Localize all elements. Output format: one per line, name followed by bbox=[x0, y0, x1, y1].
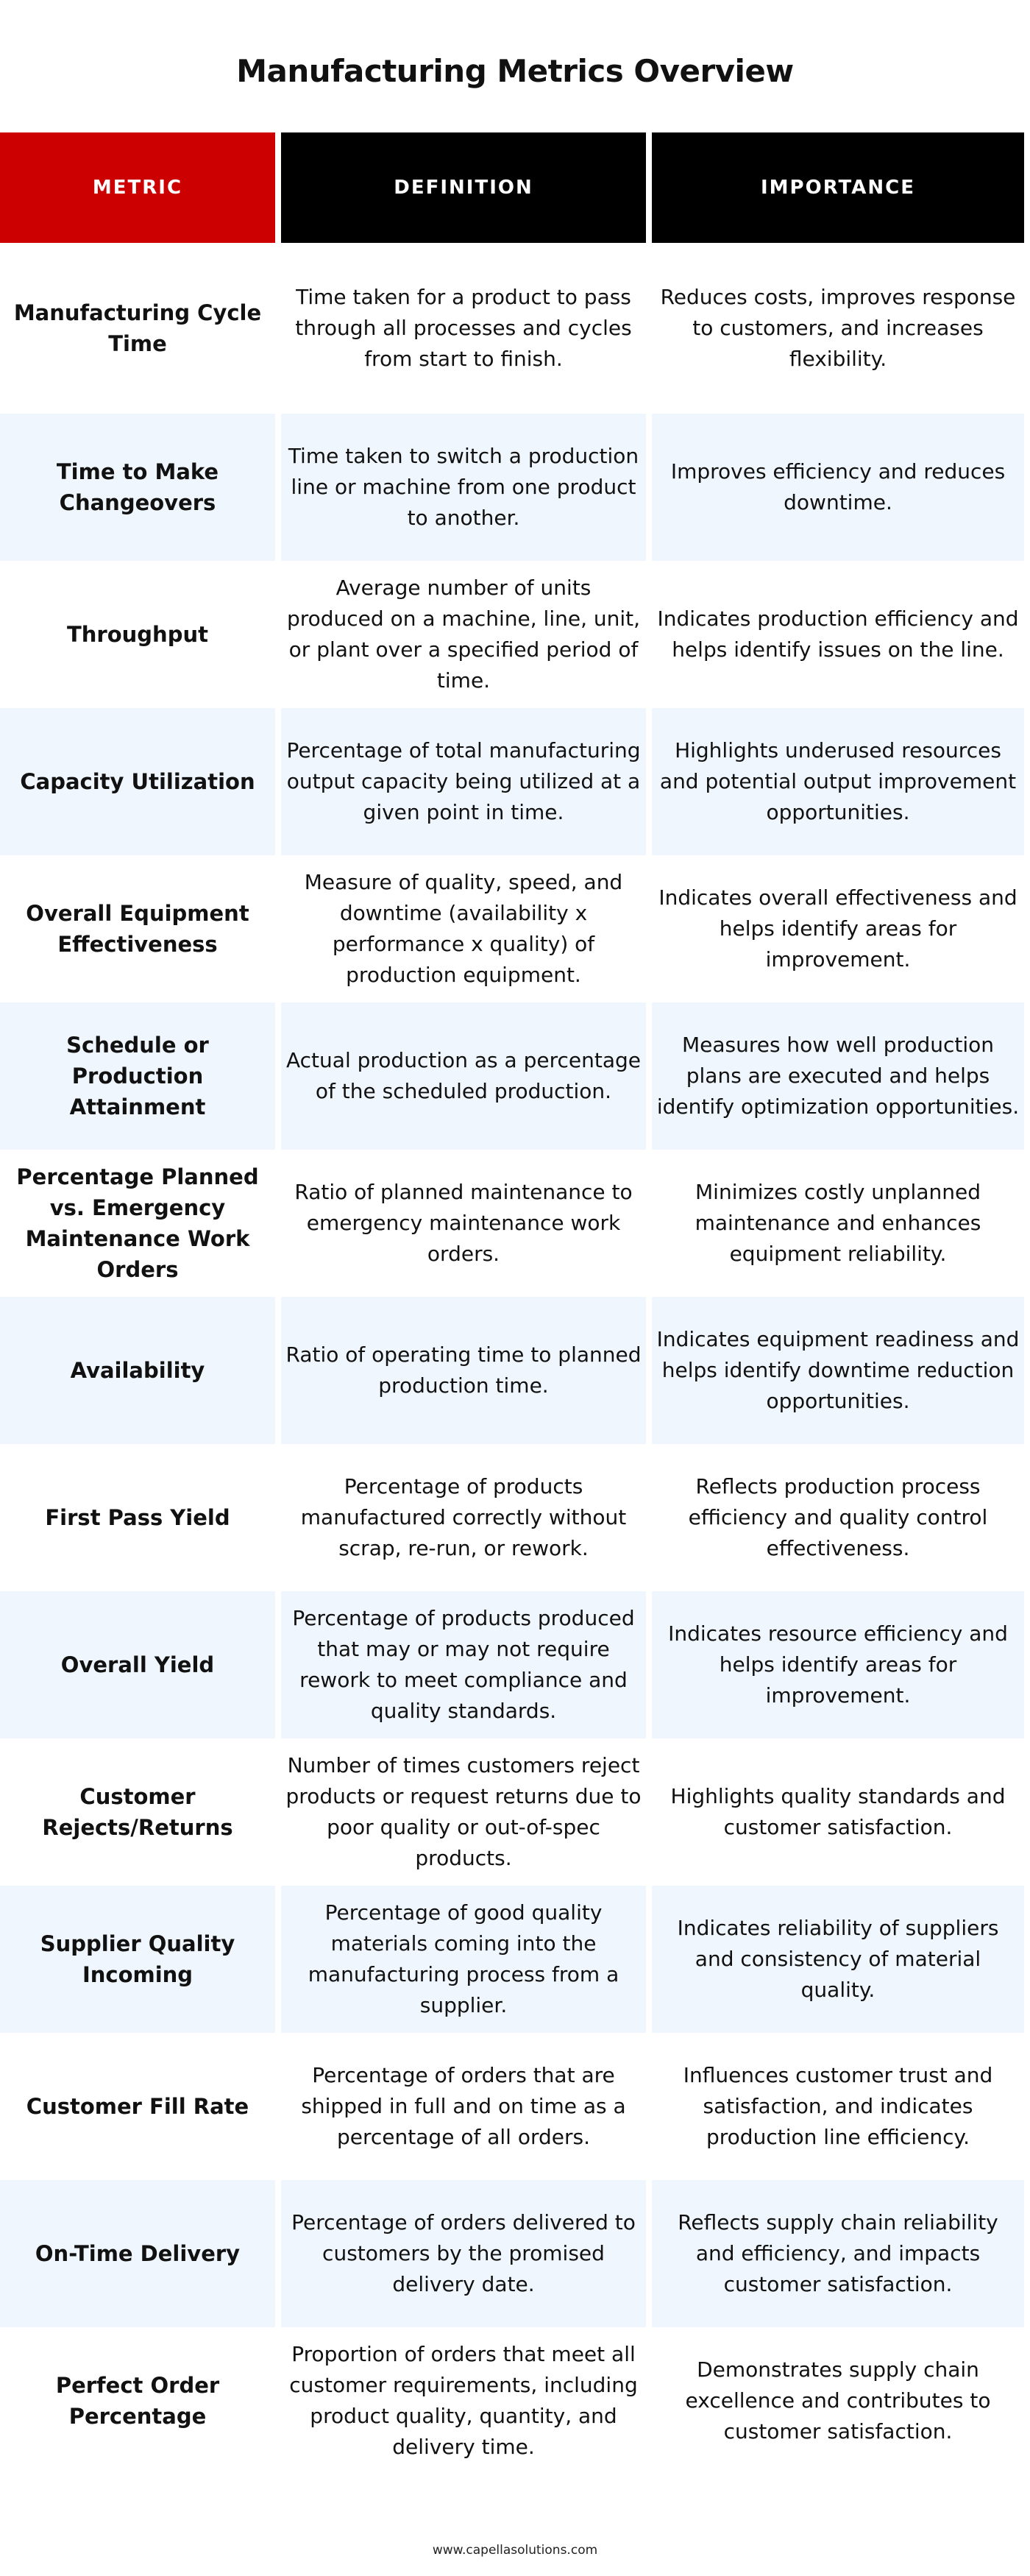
definition-cell: Average number of units produced on a machine, line, unit, or plant over a specified period of time. bbox=[281, 561, 646, 708]
importance-cell: Indicates production efficiency and helps identify issues on the line. bbox=[652, 561, 1024, 708]
table-row bbox=[0, 1738, 1030, 1886]
metric-cell: Customer Rejects/Returns bbox=[0, 1738, 275, 1886]
metric-cell: Manufacturing Cycle Time bbox=[0, 243, 275, 414]
definition-cell: Percentage of products manufactured correctly without scrap, re-run, or rework. bbox=[281, 1444, 646, 1591]
definition-cell: Number of times customers reject products or request returns due to poor quality or out-of-spec products. bbox=[281, 1738, 646, 1886]
definition-cell: Time taken to switch a production line or machine from one product to another. bbox=[281, 414, 646, 561]
table-body bbox=[0, 243, 1030, 2474]
metric-cell: Overall Yield bbox=[0, 1591, 275, 1738]
importance-cell: Influences customer trust and satisfaction, and indicates production line efficiency. bbox=[652, 2033, 1024, 2180]
table-row bbox=[0, 561, 1030, 708]
metric-cell: Availability bbox=[0, 1297, 275, 1444]
table-row bbox=[0, 243, 1030, 414]
importance-cell: Highlights underused resources and potential output improvement opportunities. bbox=[652, 708, 1024, 855]
metric-cell: Perfect Order Percentage bbox=[0, 2327, 275, 2474]
definition-cell: Actual production as a percentage of the scheduled production. bbox=[281, 1002, 646, 1150]
definition-cell: Percentage of total manufacturing output capacity being utilized at a given point in time. bbox=[281, 708, 646, 855]
definition-cell: Measure of quality, speed, and downtime (availability x performance x quality) of production equipment. bbox=[281, 855, 646, 1002]
table-header bbox=[0, 132, 1030, 243]
metric-cell: Overall Equipment Effectiveness bbox=[0, 855, 275, 1002]
table-row bbox=[0, 2327, 1030, 2474]
importance-cell: Indicates overall effectiveness and helps identify areas for improvement. bbox=[652, 855, 1024, 1002]
metric-cell: Time to Make Changeovers bbox=[0, 414, 275, 561]
footer-url[interactable]: www.capellasolutions.com bbox=[432, 2543, 598, 2558]
importance-cell: Minimizes costly unplanned maintenance and enhances equipment reliability. bbox=[652, 1150, 1024, 1297]
definition-cell: Ratio of planned maintenance to emergency maintenance work orders. bbox=[281, 1150, 646, 1297]
table-row bbox=[0, 414, 1030, 561]
metrics-table bbox=[0, 132, 1030, 2474]
table-row bbox=[0, 2180, 1030, 2327]
metric-cell: Customer Fill Rate bbox=[0, 2033, 275, 2180]
definition-cell: Percentage of products produced that may or may not require rework to meet compliance and quality standards. bbox=[281, 1591, 646, 1738]
metric-cell: Throughput bbox=[0, 561, 275, 708]
definition-cell: Ratio of operating time to planned production time. bbox=[281, 1297, 646, 1444]
table-row bbox=[0, 1886, 1030, 2033]
header-metric: METRIC bbox=[0, 132, 275, 243]
definition-cell: Time taken for a product to pass through all processes and cycles from start to finish. bbox=[281, 243, 646, 414]
page-title: Manufacturing Metrics Overview bbox=[236, 53, 794, 89]
table-row bbox=[0, 1297, 1030, 1444]
table-row bbox=[0, 1002, 1030, 1150]
definition-cell: Proportion of orders that meet all customer requirements, including product quality, quantity, and delivery time. bbox=[281, 2327, 646, 2474]
header-definition: DEFINITION bbox=[281, 132, 646, 243]
importance-cell: Measures how well production plans are executed and helps identify optimization opportunities. bbox=[652, 1002, 1024, 1150]
metric-cell: Supplier Quality Incoming bbox=[0, 1886, 275, 2033]
definition-cell: Percentage of orders that are shipped in full and on time as a percentage of all orders. bbox=[281, 2033, 646, 2180]
importance-cell: Indicates equipment readiness and helps identify downtime reduction opportunities. bbox=[652, 1297, 1024, 1444]
importance-cell: Improves efficiency and reduces downtime. bbox=[652, 414, 1024, 561]
importance-cell: Indicates reliability of suppliers and consistency of material quality. bbox=[652, 1886, 1024, 2033]
metric-cell: Schedule or Production Attainment bbox=[0, 1002, 275, 1150]
metric-cell: On-Time Delivery bbox=[0, 2180, 275, 2327]
metric-cell: Percentage Planned vs. Emergency Maintenance Work Orders bbox=[0, 1150, 275, 1297]
importance-cell: Indicates resource efficiency and helps identify areas for improvement. bbox=[652, 1591, 1024, 1738]
importance-cell: Reduces costs, improves response to customers, and increases flexibility. bbox=[652, 243, 1024, 414]
header-importance: IMPORTANCE bbox=[652, 132, 1024, 243]
definition-cell: Percentage of orders delivered to customers by the promised delivery date. bbox=[281, 2180, 646, 2327]
table-row bbox=[0, 1444, 1030, 1591]
importance-cell: Reflects supply chain reliability and efficiency, and impacts customer satisfaction. bbox=[652, 2180, 1024, 2327]
table-row bbox=[0, 1150, 1030, 1297]
metric-cell: First Pass Yield bbox=[0, 1444, 275, 1591]
table-row bbox=[0, 708, 1030, 855]
metric-cell: Capacity Utilization bbox=[0, 708, 275, 855]
importance-cell: Demonstrates supply chain excellence and contributes to customer satisfaction. bbox=[652, 2327, 1024, 2474]
importance-cell: Highlights quality standards and customer satisfaction. bbox=[652, 1738, 1024, 1886]
table-row bbox=[0, 2033, 1030, 2180]
table-row bbox=[0, 855, 1030, 1002]
table-row bbox=[0, 1591, 1030, 1738]
definition-cell: Percentage of good quality materials coming into the manufacturing process from a supplier. bbox=[281, 1886, 646, 2033]
importance-cell: Reflects production process efficiency and quality control effectiveness. bbox=[652, 1444, 1024, 1591]
